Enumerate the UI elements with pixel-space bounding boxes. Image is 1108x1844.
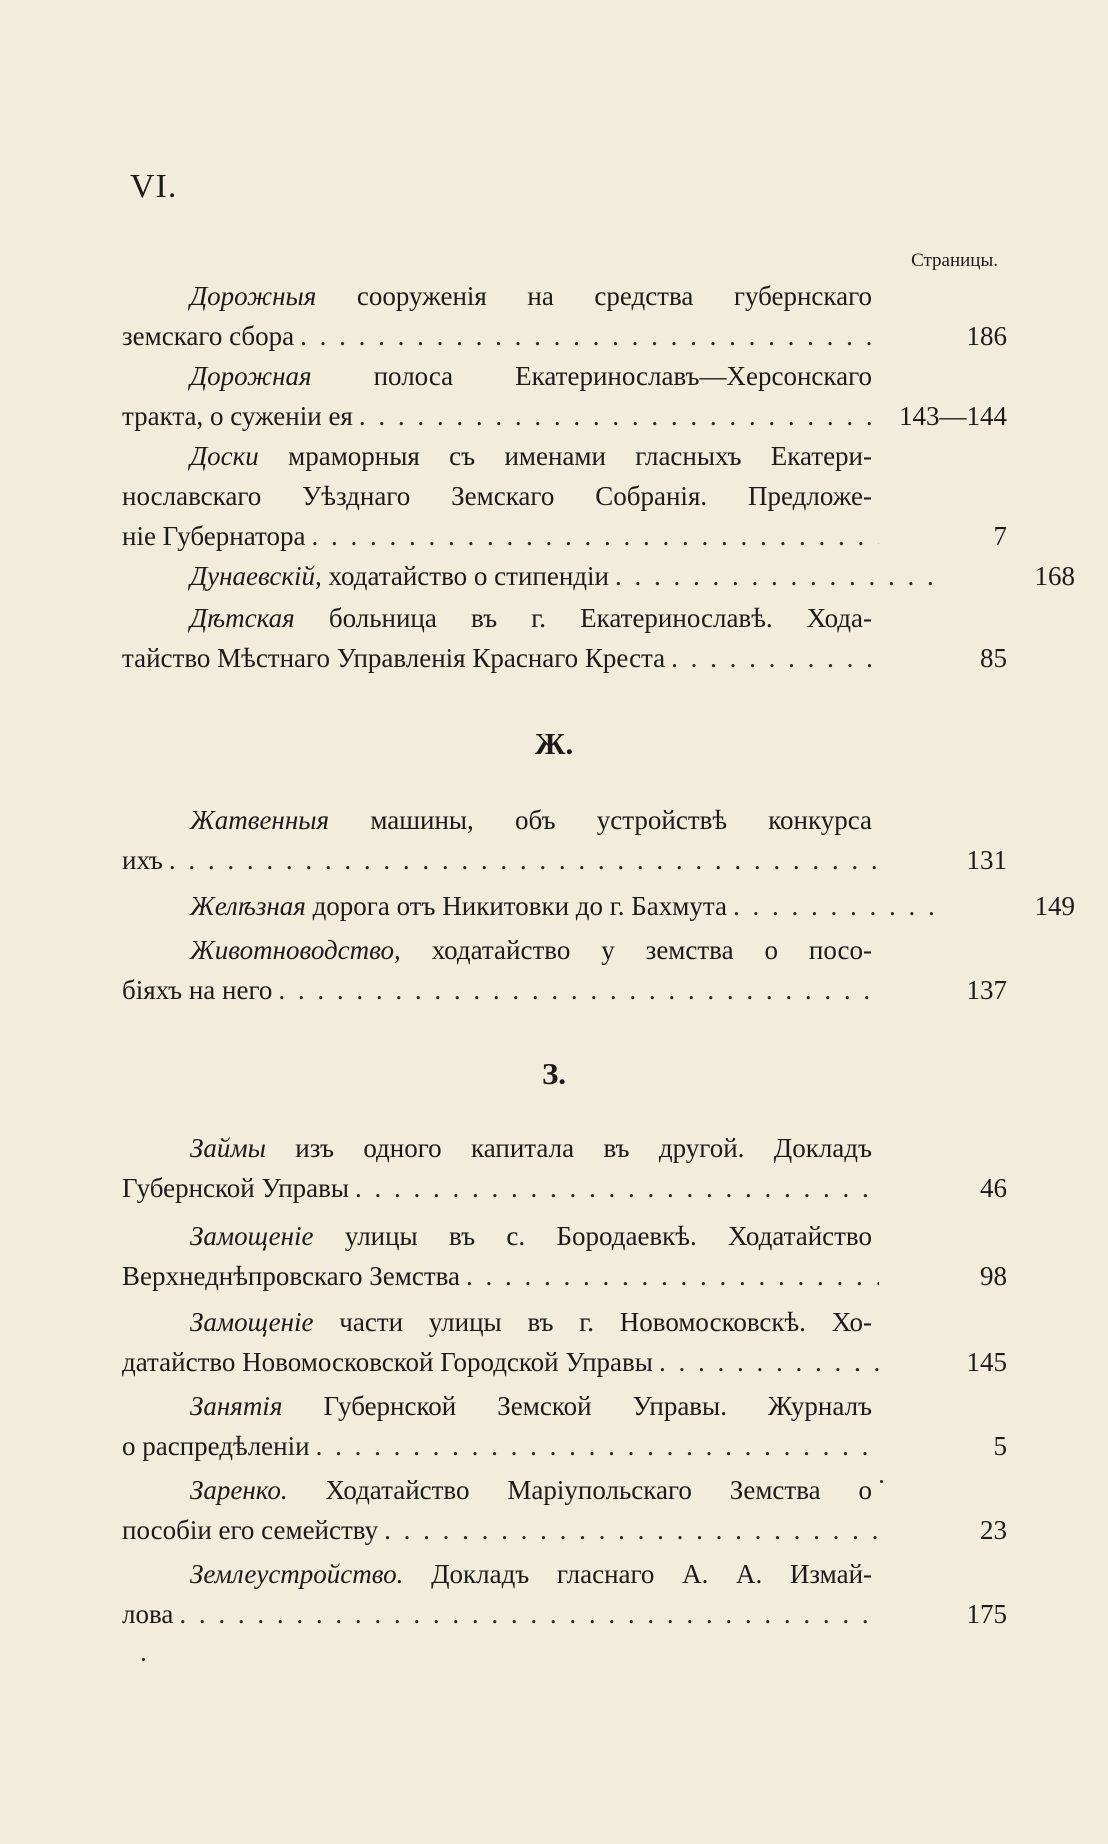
entry-page: 137 (966, 975, 1007, 1005)
index-entry (122, 930, 1007, 1010)
entry-text: Губернской Земской Управы. Журналъ (323, 1391, 873, 1421)
entry-text: части улицы въ г. Новомосковскѣ. Хо- (339, 1307, 872, 1337)
leader-dots (460, 1256, 879, 1296)
entry-text: сооруженія на средства губернскаго (356, 281, 873, 311)
entry-text: Докладъ гласнаго А. А. Измай- (431, 1559, 873, 1589)
entry-text: машины, объ устройствѣ конкурса (370, 805, 873, 835)
index-entry (122, 436, 1007, 556)
entry-text: датайство Новомосковской Городской Управы (122, 1347, 653, 1377)
index-entry (122, 598, 1007, 678)
entry-keyword: Желѣзная (190, 891, 306, 921)
entry-keyword: Замощеніе (190, 1307, 314, 1337)
entry-keyword: Замощеніе (190, 1221, 314, 1251)
entry-keyword: Землеустройство. (190, 1559, 404, 1589)
entry-page: 131 (966, 845, 1007, 875)
leader-dots (609, 556, 947, 596)
index-entry (122, 800, 1007, 880)
entry-keyword: Занятія (190, 1391, 283, 1421)
entry-text: больница въ г. Екатеринославѣ. Хода- (328, 603, 872, 633)
entry-page: 149 (1034, 891, 1075, 921)
entry-text: ходатайство о стипендіи (328, 561, 609, 591)
entry-page: 98 (980, 1261, 1007, 1291)
entry-text: ніе Губернатора (122, 521, 306, 551)
entry-text: изъ одного капитала въ другой. Докладъ (295, 1133, 872, 1163)
entry-text: Ходатайство Маріупольскаго Земства о (325, 1475, 872, 1505)
entry-page: 186 (966, 321, 1007, 351)
index-entry (122, 356, 1007, 436)
entry-page: 23 (980, 1515, 1007, 1545)
entry-keyword: Займы (190, 1133, 266, 1163)
entry-text: дорога отъ Никитовки до г. Бахмута (312, 891, 727, 921)
leader-dots (727, 886, 947, 926)
entry-text: лова (122, 1599, 174, 1629)
leader-dots (272, 970, 879, 1010)
entry-keyword: Дѣтская (190, 603, 295, 633)
entry-page: 145 (966, 1347, 1007, 1377)
entry-page: 5 (993, 1431, 1007, 1461)
pages-column-header: Страницы. (911, 250, 998, 271)
index-entry (122, 1386, 1007, 1466)
entry-text: улицы въ с. Бородаевкѣ. Ходатайство (344, 1221, 872, 1251)
entry-text: тракта, о суженіи ея (122, 401, 353, 431)
entry-text: ихъ (122, 845, 163, 875)
entry-text: Губернской Управы (122, 1173, 350, 1203)
section-heading: З. (541, 1056, 567, 1091)
entry-text: мраморныя съ именами гласныхъ Екатери- (288, 441, 872, 471)
entry-text: Верхнеднѣпровскаго Земства (122, 1261, 461, 1291)
entry-keyword: Животноводство, (190, 935, 401, 965)
index-entry (122, 1302, 1007, 1382)
entry-page: 85 (980, 643, 1007, 673)
leader-dots (665, 638, 879, 678)
index-entry (122, 556, 1075, 596)
leader-dots (163, 840, 879, 880)
leader-dots (653, 1342, 879, 1382)
entry-text: земскаго сбора (122, 321, 295, 351)
paper-speck (142, 1658, 145, 1661)
section-heading: Ж. (534, 726, 574, 761)
entry-page: 168 (1034, 561, 1075, 591)
index-entry (122, 886, 1075, 926)
index-entry (122, 1128, 1007, 1208)
entry-text: біяхъ на него (122, 975, 273, 1005)
leader-dots (349, 1168, 879, 1208)
page-number: VI. (130, 168, 178, 205)
entry-text: ходатайство у земства о посо- (431, 935, 872, 965)
leader-dots (378, 1510, 879, 1550)
entry-page: 7 (993, 521, 1007, 551)
leader-dots (305, 516, 879, 556)
index-entry (122, 1554, 1007, 1634)
leader-dots (310, 1426, 879, 1466)
entry-keyword: Дорожныя (190, 281, 317, 311)
entry-text: нославскаго Уѣзднаго Земскаго Собранія. Предложе- (122, 481, 872, 511)
entry-text: о распредѣленіи (122, 1431, 310, 1461)
leader-dots (353, 396, 879, 436)
entry-keyword: Заренко. (190, 1475, 288, 1505)
entry-text: полоса Екатеринославъ—Херсонскаго (373, 361, 872, 391)
index-entry (122, 1216, 1007, 1296)
entry-keyword: Жатвенныя (190, 805, 330, 835)
leader-dots (173, 1594, 879, 1634)
index-entry (122, 1470, 1007, 1550)
entry-page: 143—144 (899, 401, 1007, 431)
entry-keyword: Дунаевскій, (190, 561, 322, 591)
entry-text: тайство Мѣстнаго Управленія Краснаго Креста (122, 643, 666, 673)
paper-speck (880, 1480, 883, 1483)
leader-dots (294, 316, 879, 356)
entry-text: пособіи его семейству (122, 1515, 379, 1545)
entry-keyword: Доски (190, 441, 259, 471)
index-entry (122, 276, 1007, 356)
entry-keyword: Дорожная (190, 361, 312, 391)
entry-page: 175 (966, 1599, 1007, 1629)
entry-page: 46 (980, 1173, 1007, 1203)
